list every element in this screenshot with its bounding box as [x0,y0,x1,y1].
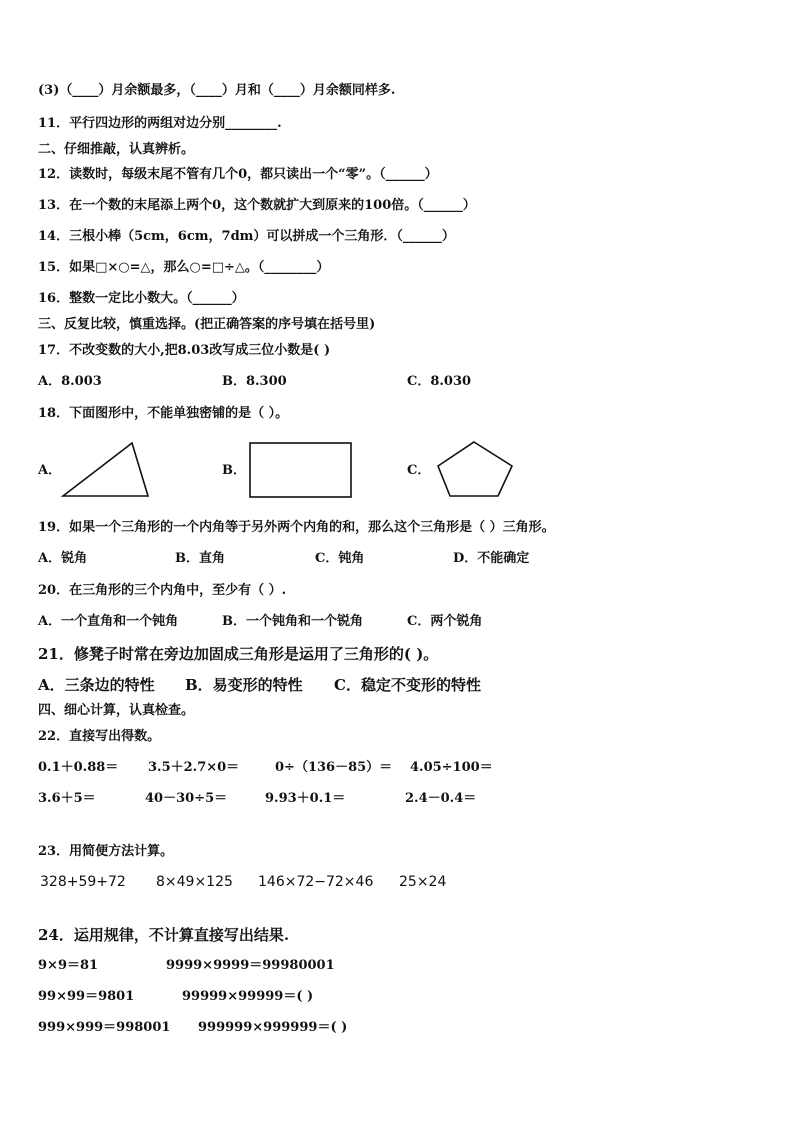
q16: 16．整数一定比小数大。（______） [38,291,245,306]
q10-part3: (3)（____）月余额最多，（____）月和（____）月余额同样多. [38,83,396,98]
q23-expression: 8×49×125 [156,874,233,890]
q17-option-a: A．8.003 [38,374,102,389]
q24-stem: 24．运用规律，不计算直接写出结果. [38,926,290,944]
q22-calc: 9.93＋0.1＝ [265,791,346,806]
q24-pattern-right: 999999×999999＝( ) [198,1020,348,1035]
pentagon-shape [436,440,516,500]
q17-stem: 17．不改变数的大小,把8.03改写成三位小数是( ) [38,343,331,358]
q24-pattern-right: 99999×99999＝( ) [182,989,314,1004]
q21-stem: 21．修凳子时常在旁边加固成三角形是运用了三角形的( )。 [38,645,439,663]
q21-option-a: A．三条边的特性 [38,676,155,694]
triangle-shape [60,440,150,500]
q22-calc: 0÷（136－85）＝ [275,760,393,775]
section-4-heading: 四、细心计算，认真检查。 [38,703,195,718]
q17-option-c: C．8.030 [407,374,472,389]
q20-option-b: B．一个钝角和一个锐角 [222,614,363,629]
q19-option-b: B．直角 [175,551,225,566]
q21-option-b: B．易变形的特性 [185,676,303,694]
q24-pattern-left: 99×99＝9801 [38,989,135,1004]
q18-option-c: C． [407,463,431,478]
q18-stem: 18．下面图形中，不能单独密铺的是（ ）。 [38,406,289,421]
q11: 11．平行四边形的两组对边分别________. [38,116,282,131]
rectangle-shape [249,442,354,500]
q13: 13．在一个数的末尾添上两个0，这个数就扩大到原来的100倍。（______） [38,198,476,213]
section-2-heading: 二、仔细推敲，认真辨析。 [38,142,195,157]
q18-option-b: B． [222,463,246,478]
q17-option-b: B．8.300 [222,374,287,389]
q20-stem: 20．在三角形的三个内角中，至少有（ ）. [38,583,287,598]
q20-option-c: C．两个锐角 [407,614,483,629]
section-3-heading: 三、反复比较，慎重选择。(把正确答案的序号填在括号里) [38,317,376,332]
q22-stem: 22．直接写出得数。 [38,729,161,744]
q24-pattern-right: 9999×9999＝99980001 [166,958,335,973]
q21-option-c: C．稳定不变形的特性 [334,676,481,694]
q23-stem: 23．用简便方法计算。 [38,844,174,859]
q20-option-a: A．一个直角和一个钝角 [38,614,179,629]
q15: 15．如果□×○=△，那么○=□÷△。（________） [38,260,330,275]
q23-expression: 146×72−72×46 [258,874,374,890]
q24-pattern-left: 999×999＝998001 [38,1020,171,1035]
q14: 14．三根小棒（5cm，6cm，7dm）可以拼成一个三角形．（______） [38,229,455,244]
q19-option-a: A．锐角 [38,551,88,566]
q22-calc: 2.4－0.4＝ [405,791,477,806]
q23-expression: 25×24 [399,874,447,890]
q12: 12．读数时，每级末尾不管有几个0，都只读出一个“零”。（______） [38,167,438,182]
q19-option-c: C．钝角 [315,551,365,566]
q19-option-d: D．不能确定 [453,551,530,566]
q22-calc: 40－30÷5＝ [145,791,228,806]
q23-expression: 328+59+72 [40,874,126,890]
q19-stem: 19．如果一个三角形的一个内角等于另外两个内角的和，那么这个三角形是（ ）三角形。 [38,520,555,535]
q24-pattern-left: 9×9＝81 [38,958,99,973]
q22-calc: 4.05÷100＝ [410,760,493,775]
q18-option-a: A． [38,463,62,478]
q22-calc: 3.5＋2.7×0＝ [148,760,240,775]
q22-calc: 3.6＋5＝ [38,791,96,806]
q22-calc: 0.1＋0.88＝ [38,760,119,775]
